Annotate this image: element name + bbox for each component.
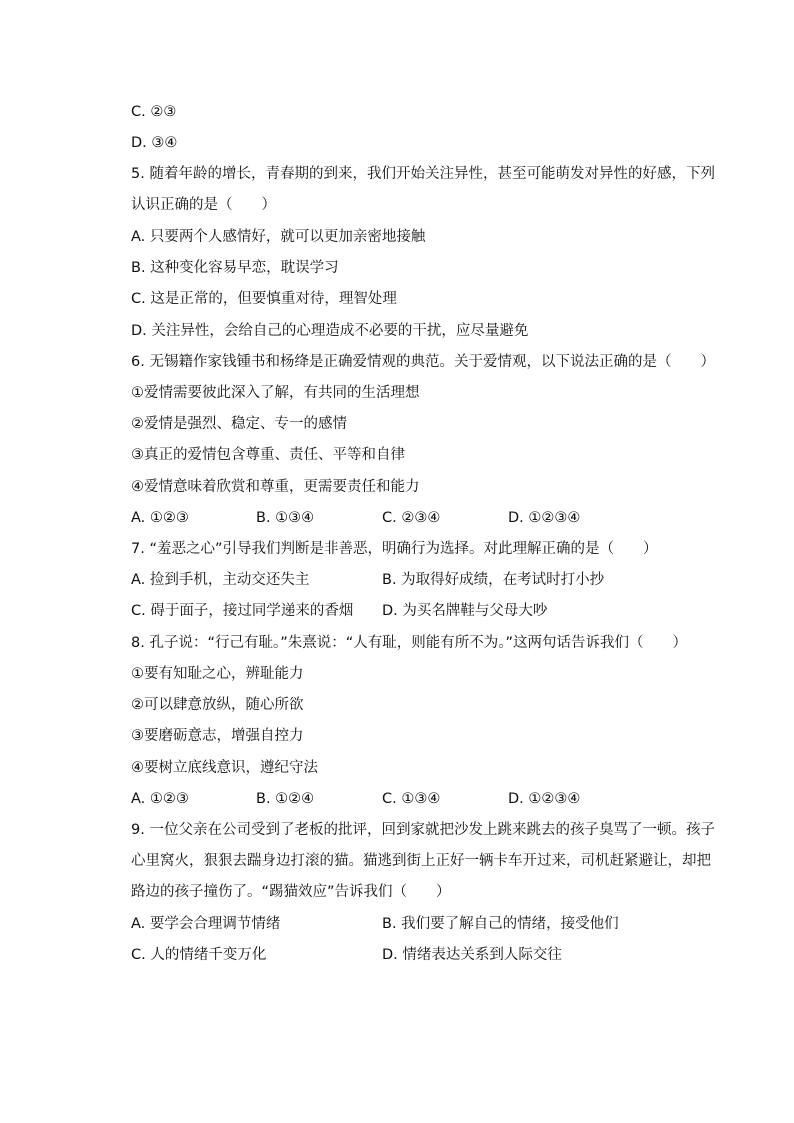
q8-statement-2: ②可以肆意放纵，随心所欲	[131, 697, 304, 713]
q6-statement-4: ④爱情意味着欣赏和尊重，更需要责任和能力	[131, 479, 420, 495]
q8-option-c: C. ①③④	[382, 791, 441, 807]
q6-statement-2: ②爱情是强烈、稳定、专一的感情	[131, 416, 347, 432]
q5-option-a: A. 只要两个人感情好，就可以更加亲密地接触	[131, 229, 426, 245]
q8-option-b: B. ①②④	[256, 791, 315, 807]
q7-option-b: B. 为取得好成绩，在考试时打小抄	[382, 572, 605, 588]
q8-statement-1: ①要有知耻之心，辨耻能力	[131, 666, 304, 682]
q7-option-a: A. 捡到手机，主动交还失主	[131, 572, 310, 588]
q6-option-d: D. ①②③④	[508, 510, 581, 526]
line-d34: D. ③④	[131, 135, 178, 151]
q8-statement-3: ③要磨砺意志，增强自控力	[131, 728, 304, 744]
q8-option-d: D. ①②③④	[508, 791, 581, 807]
q6-statement-3: ③真正的爱情包含尊重、责任、平等和自律	[131, 447, 405, 463]
q7-option-d: D. 为买名牌鞋与父母大吵	[382, 603, 548, 619]
q6-statement-1: ①爱情需要彼此深入了解，有共同的生活理想	[131, 385, 420, 401]
q5-option-c: C. 这是正常的，但要慎重对待，理智处理	[131, 291, 397, 307]
q9-option-c: C. 人的情绪千变万化	[131, 947, 267, 963]
line-c23: C. ②③	[131, 104, 177, 120]
q8-statement-4: ④要树立底线意识，遵纪守法	[131, 760, 318, 776]
q8-option-a: A. ①②③	[131, 791, 189, 807]
q6-option-b: B. ①③④	[256, 510, 315, 526]
q7-option-c: C. 碍于面子，接过同学递来的香烟	[131, 603, 354, 619]
q6-option-c: C. ②③④	[382, 510, 441, 526]
q6-stem: 6. 无锡籍作家钱锺书和杨绛是正确爱情观的典范。关于爱情观，以下说法正确的是（ ）	[131, 354, 715, 370]
q5-stem-1: 5. 随着年龄的增长，青春期的到来，我们开始关注异性，甚至可能萌发对异性的好感，下列	[131, 166, 715, 182]
q5-stem-2: 认识正确的是（ ）	[131, 197, 276, 213]
q9-option-a: A. 要学会合理调节情绪	[131, 916, 281, 932]
q5-option-b: B. 这种变化容易早恋，耽误学习	[131, 260, 339, 276]
q9-stem-1: 9. 一位父亲在公司受到了老板的批评，回到家就把沙发上跳来跳去的孩子臭骂了一顿。孩子	[131, 822, 715, 838]
q6-option-a: A. ①②③	[131, 510, 189, 526]
q9-option-d: D. 情绪表达关系到人际交往	[382, 947, 562, 963]
q9-option-b: B. 我们要了解自己的情绪，接受他们	[382, 916, 619, 932]
q9-stem-2: 心里窝火，狠狠去踹身边打滚的猫。猫逃到街上正好一辆卡车开过来，司机赶紧避让，却把	[131, 853, 711, 869]
q7-stem: 7. “羞恶之心”引导我们判断是非善恶，明确行为选择。对此理解正确的是（ ）	[131, 541, 658, 557]
q5-option-d: D. 关注异性，会给自己的心理造成不必要的干扰，应尽量避免	[131, 323, 529, 339]
q9-stem-3: 路边的孩子撞伤了。“踢猫效应”告诉我们（ ）	[131, 884, 451, 900]
q8-stem: 8. 孔子说：“行己有耻。”朱熹说：“人有耻，则能有所不为。”这两句话告诉我们（ ）	[131, 635, 687, 651]
